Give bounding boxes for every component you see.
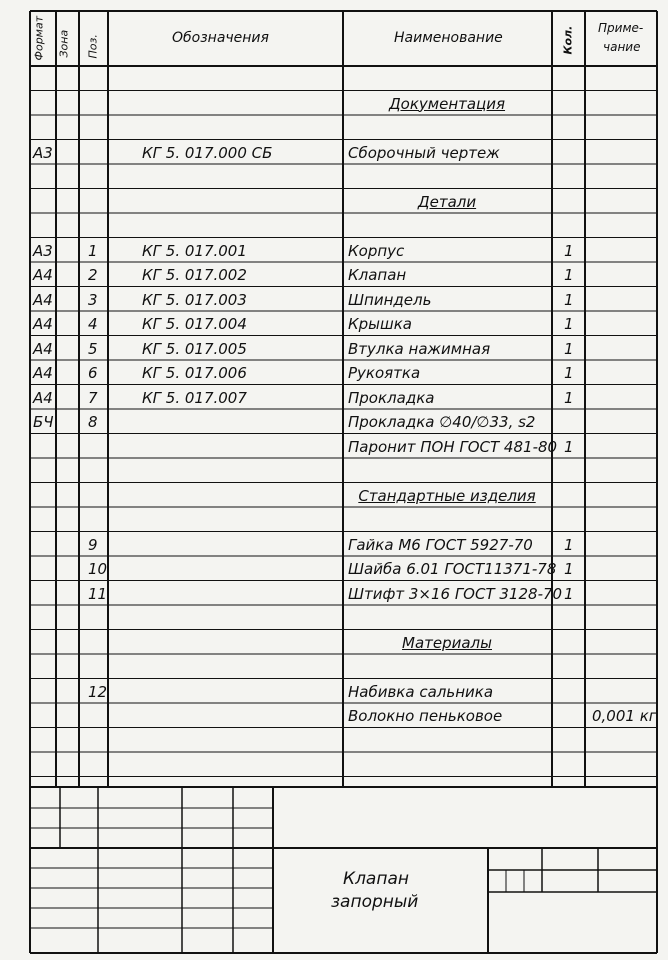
cell-format: А4 <box>33 290 53 309</box>
cell-qty: 1 <box>564 437 574 456</box>
cell-designation: КГ 5. 017.003 <box>142 290 247 309</box>
cell-qty: 1 <box>564 364 574 382</box>
cell-designation: КГ 5. 017.000 СБ <box>142 143 273 162</box>
cell-qty: 1 <box>564 290 574 309</box>
cell-pos: 4 <box>88 315 98 333</box>
cell-format: БЧ <box>33 413 54 431</box>
cell-qty: 1 <box>564 560 574 578</box>
cell-note: 0,001 кг <box>592 707 657 725</box>
cell-pos: 5 <box>88 339 98 358</box>
cell-name: Корпус <box>348 241 405 260</box>
section-title: Материалы <box>402 633 492 652</box>
header-designation: Обозначения <box>172 30 269 46</box>
cell-name: Волокно пеньковое <box>348 707 503 725</box>
cell-pos: 7 <box>88 388 98 407</box>
cell-designation: КГ 5. 017.007 <box>142 388 247 407</box>
cell-designation: КГ 5. 017.004 <box>142 315 247 333</box>
header-qty: Кол. <box>561 25 575 55</box>
cell-pos: 2 <box>88 266 98 284</box>
title-block-line2: запорный <box>331 892 419 912</box>
cell-name: Штифт 3×16 ГОСТ 3128-70 <box>348 584 563 603</box>
cell-designation: КГ 5. 017.005 <box>142 339 247 358</box>
cell-name: Шпиндель <box>348 290 432 309</box>
cell-name: Шайба 6.01 ГОСТ11371-78 <box>348 560 557 578</box>
cell-pos: 10 <box>88 560 108 578</box>
header-note-line1: Приме- <box>598 21 644 35</box>
section-title: Стандартные изделия <box>358 486 536 505</box>
cell-designation: КГ 5. 017.002 <box>142 266 247 284</box>
cell-format: А4 <box>33 339 53 358</box>
cell-qty: 1 <box>564 535 574 554</box>
cell-format: А4 <box>33 388 53 407</box>
cell-pos: 9 <box>88 535 98 554</box>
cell-qty: 1 <box>564 339 574 358</box>
cell-name: Паронит ПОН ГОСТ 481-80 <box>348 437 558 456</box>
cell-format: А3 <box>33 241 53 260</box>
cell-pos: 6 <box>88 364 98 382</box>
cell-format: А4 <box>33 364 53 382</box>
cell-pos: 3 <box>88 290 98 309</box>
cell-qty: 1 <box>564 315 574 333</box>
cell-name: Крышка <box>348 315 412 333</box>
cell-pos: 11 <box>88 584 108 603</box>
header-format: Формат <box>32 15 46 61</box>
cell-name: Сборочный чертеж <box>348 143 500 162</box>
cell-pos: 8 <box>88 413 98 431</box>
cell-qty: 1 <box>564 241 574 260</box>
cell-pos: 12 <box>88 682 108 701</box>
cell-name: Прокладка ∅40/∅33, s2 <box>348 413 536 431</box>
cell-qty: 1 <box>564 388 574 407</box>
cell-qty: 1 <box>564 584 574 603</box>
cell-name: Гайка М6 ГОСТ 5927-70 <box>348 535 533 554</box>
cell-name: Втулка нажимная <box>348 339 491 358</box>
header-name: Наименование <box>394 30 503 46</box>
title-block-line1: Клапан <box>343 869 409 889</box>
header-pos: Поз. <box>86 34 100 59</box>
header-note-line2: чание <box>603 40 641 54</box>
cell-name: Набивка сальника <box>348 682 494 701</box>
cell-name: Клапан <box>348 266 407 284</box>
cell-format: А3 <box>33 143 53 162</box>
section-title: Документация <box>388 94 506 113</box>
cell-designation: КГ 5. 017.001 <box>142 241 247 260</box>
cell-format: А4 <box>33 315 53 333</box>
header-zone: Зона <box>57 29 71 58</box>
cell-designation: КГ 5. 017.006 <box>142 364 247 382</box>
cell-name: Рукоятка <box>348 364 421 382</box>
cell-qty: 1 <box>564 266 574 284</box>
cell-name: Прокладка <box>348 388 435 407</box>
cell-format: А4 <box>33 266 53 284</box>
cell-pos: 1 <box>88 241 98 260</box>
section-title: Детали <box>417 192 477 211</box>
